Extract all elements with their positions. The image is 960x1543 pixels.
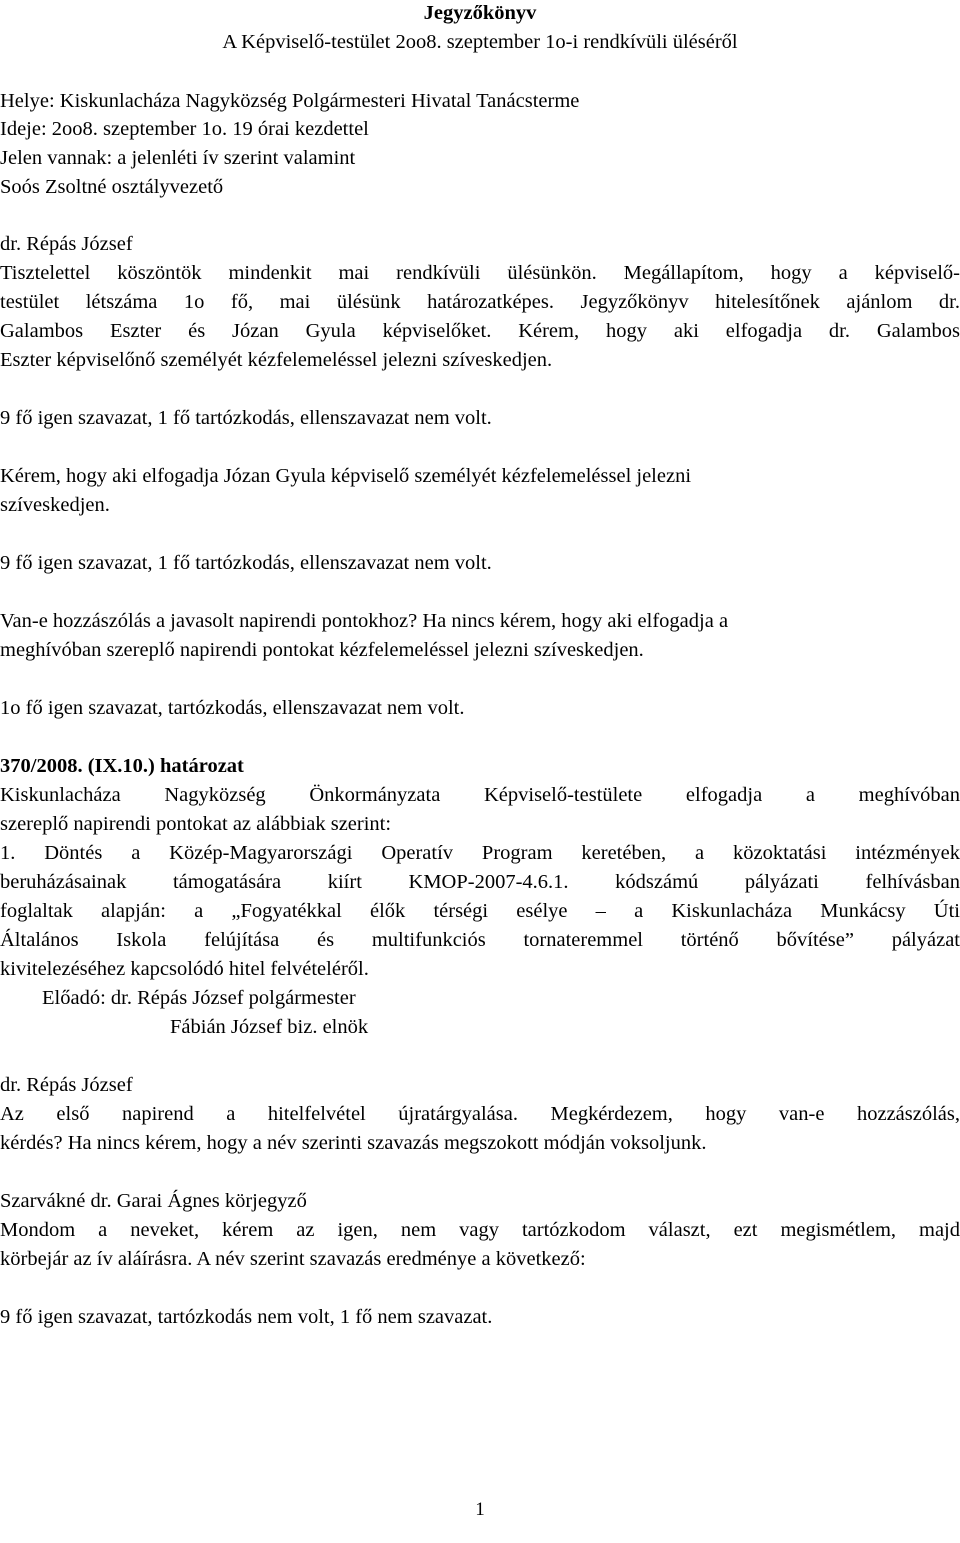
meta-attendee-soos: Soós Zsoltné osztályvezető [0,176,224,198]
paragraph-line: Van-e hozzászólás a javasolt napirendi pontokhoz? Ha nincs kérem, hogy aki elfogadja a [0,610,729,632]
paragraph-line: kérdés? Ha nincs kérem, hogy a név szerinti szavazás megszokott módján voksoljunk. [0,1132,707,1154]
paragraph-line: körbejár az ív aláírásra. A név szerint szavazás eredménye a következő: [0,1248,586,1270]
speaker-name: dr. Répás József [0,1074,133,1096]
meta-attendees: Jelen vannak: a jelenléti ív szerint valamint [0,147,356,169]
presenter-line: Fábián József biz. elnök [170,1016,369,1038]
resolution-line: beruházásainak támogatására kiírt KMOP-2007-4.6.1. kódszámú pályázati felhívásban [0,871,960,893]
resolution-line: szereplő napirendi pontokat az alábbiak szerint: [0,813,392,835]
document-title: Jegyzőkönyv [423,2,537,24]
paragraph-line: Kérem, hogy aki elfogadja Józan Gyula képviselő személyét kézfelemeléssel jelezni [0,465,692,487]
speaker-name: dr. Répás József [0,233,133,255]
presenter-line: Előadó: dr. Répás József polgármester [42,987,356,1009]
meta-time: Ideje: 2oo8. szeptember 1o. 19 órai kezdettel [0,118,369,140]
resolution-number: 370/2008. (IX.10.) határozat [0,755,244,777]
paragraph-line: Az első napirend a hitelfelvétel újratárgyalása. Megkérdezem, hogy van-e hozzászólás, [0,1103,960,1125]
resolution-line: foglaltak alapján: a „Fogyatékkal élők térségi esélye – a Kiskunlacháza Munkácsy Úti [0,900,960,922]
meta-location: Helye: Kiskunlacháza Nagyközség Polgármesteri Hivatal Tanácsterme [0,90,580,112]
paragraph-line: testület létszáma 1o fő, mai ülésünk határozatképes. Jegyzőkönyv hitelesítőnek ajánlom dr. [0,291,960,313]
resolution-line: kivitelezéséhez kapcsolódó hitel felvételéről. [0,958,369,980]
paragraph-line: Mondom a neveket, kérem az igen, nem vagy tartózkodom választ, ezt megismétlem, majd [0,1219,960,1241]
resolution-line: Kiskunlacháza Nagyközség Önkormányzata Képviselő-testülete elfogadja a meghívóban [0,784,960,806]
document-subtitle: A Képviselő-testület 2oo8. szeptember 1o-i rendkívüli üléséről [222,31,738,53]
paragraph-line: szíveskedjen. [0,494,110,516]
resolution-line: 1. Döntés a Közép-Magyarországi Operatív Program keretében, a közoktatási intézmények [0,842,960,864]
paragraph-line: Eszter képviselőnő személyét kézfelemeléssel jelezni szíveskedjen. [0,349,553,371]
paragraph-line: meghívóban szereplő napirendi pontokat kézfelemeléssel jelezni szíveskedjen. [0,639,644,661]
speaker-name: Szarvákné dr. Garai Ágnes körjegyző [0,1190,307,1212]
resolution-line: Általános Iskola felújítása és multifunkciós tornateremmel történő bővítése” pályázat [0,929,960,951]
page-number: 1 [475,1499,485,1520]
vote-result: 1o fő igen szavazat, tartózkodás, ellenszavazat nem volt. [0,697,465,719]
paragraph-line: Tisztelettel köszöntök mindenkit mai rendkívüli ülésünkön. Megállapítom, hogy a képviselő- [0,262,960,284]
vote-result: 9 fő igen szavazat, 1 fő tartózkodás, ellenszavazat nem volt. [0,552,492,574]
paragraph-line: Galambos Eszter és Józan Gyula képviselőket. Kérem, hogy aki elfogadja dr. Galambos [0,320,960,342]
vote-result: 9 fő igen szavazat, tartózkodás nem volt, 1 fő nem szavazat. [0,1306,493,1328]
vote-result: 9 fő igen szavazat, 1 fő tartózkodás, ellenszavazat nem volt. [0,407,492,429]
